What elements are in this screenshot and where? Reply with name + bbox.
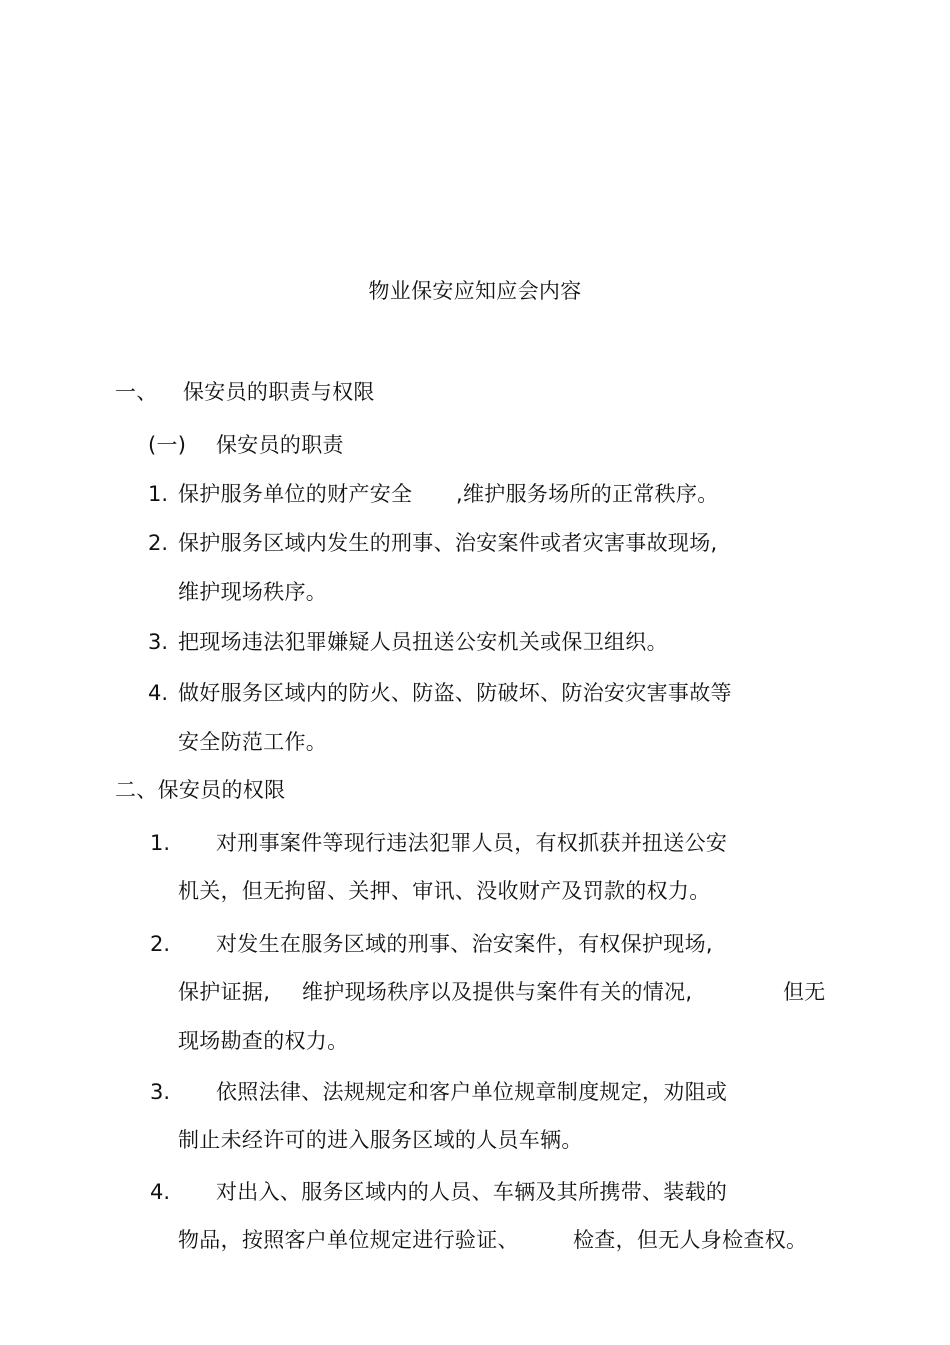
section1-heading: 保安员的职责与权限: [183, 380, 375, 404]
power-2-line2b: 维护现场秩序以及提供与案件有关的情况,: [302, 980, 693, 1004]
duty-2-number: 2.: [148, 531, 169, 555]
power-2-line2a: 保护证据,: [178, 980, 271, 1004]
power-2-line2c: 但无: [783, 980, 826, 1004]
duty-1-text-b: ,维护服务场所的正常秩序。: [456, 482, 719, 506]
power-1-number: 1.: [150, 831, 171, 855]
subsection-heading: 保安员的职责: [216, 433, 344, 457]
subsection-marker: (一): [148, 433, 187, 457]
duty-2-line1: 保护服务区域内发生的刑事、治安案件或者灾害事故现场,: [178, 531, 718, 555]
duty-1-text-a: 保护服务单位的财产安全: [178, 482, 413, 506]
power-4-number: 4.: [150, 1180, 171, 1204]
power-4-line2a: 物品，按照客户单位规定进行验证、: [178, 1228, 519, 1252]
duty-3-number: 3.: [148, 630, 169, 654]
power-3-line1: 依照法律、法规规定和客户单位规章制度规定，劝阻或: [216, 1080, 728, 1104]
duty-4-line1: 做好服务区域内的防火、防盗、防破坏、防治安灾害事故等: [178, 681, 732, 705]
section2-heading: 二、保安员的权限: [115, 778, 286, 802]
power-1-line2: 机关，但无拘留、关押、审讯、没收财产及罚款的权力。: [178, 879, 711, 903]
power-4-line1: 对出入、服务区域内的人员、车辆及其所携带、装载的: [216, 1180, 728, 1204]
power-2-line3: 现场勘查的权力。: [178, 1029, 349, 1053]
section1-marker: 一、: [115, 380, 158, 404]
duty-1-number: 1.: [148, 482, 169, 506]
duty-4-line2: 安全防范工作。: [178, 730, 328, 754]
duty-4-number: 4.: [148, 681, 169, 705]
power-1-line1: 对刑事案件等现行违法犯罪人员，有权抓获并扭送公安: [216, 831, 728, 855]
power-2-line1: 对发生在服务区域的刑事、治安案件，有权保护现场,: [216, 932, 713, 956]
duty-2-line2: 维护现场秩序。: [178, 580, 328, 604]
power-2-number: 2.: [150, 932, 171, 956]
power-3-number: 3.: [150, 1080, 171, 1104]
power-4-line2b: 检查，但无人身检查权。: [573, 1228, 808, 1252]
page-title: 物业保安应知应会内容: [368, 279, 582, 303]
power-3-line2: 制止未经许可的进入服务区域的人员车辆。: [178, 1128, 583, 1152]
duty-3-line1: 把现场违法犯罪嫌疑人员扭送公安机关或保卫组织。: [178, 630, 668, 654]
